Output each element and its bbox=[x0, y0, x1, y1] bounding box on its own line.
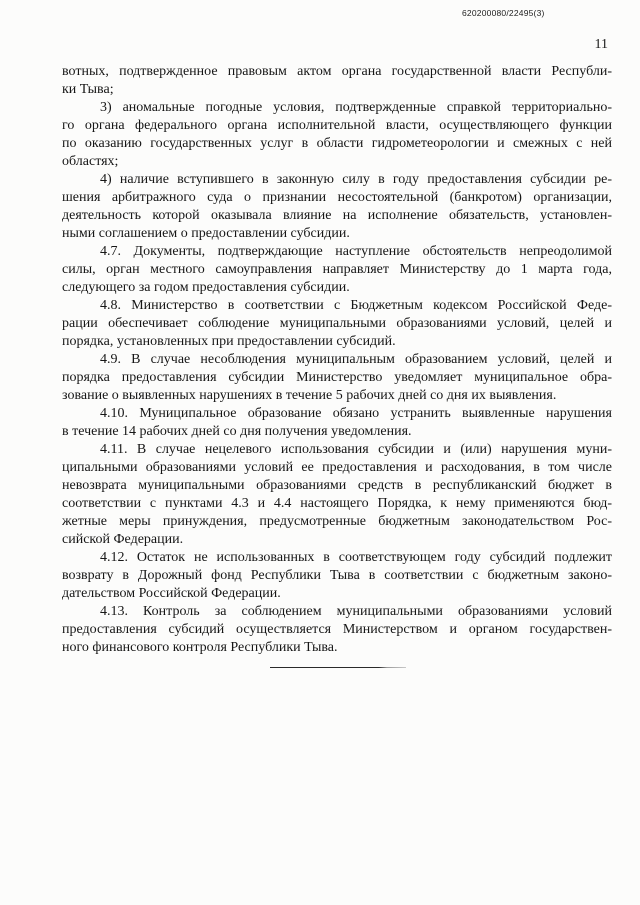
end-of-text-rule bbox=[270, 667, 406, 668]
document-code-stamp: 620200080/22495(3) bbox=[462, 8, 545, 18]
text-line: 4.13. Контроль за соблюдением муниципальными образованиями условий bbox=[100, 604, 612, 619]
text-line: 4.9. В случае несоблюдения муниципальным образованием условий, целей и bbox=[100, 352, 612, 367]
text-line: ными соглашением о предоставлении субсидии. bbox=[62, 226, 350, 241]
text-line: областях; bbox=[62, 154, 119, 169]
text-line: порядка предоставления субсидии Министерство уведомляет муниципальное обра- bbox=[62, 370, 612, 385]
text-line: го органа федерального органа исполнительной власти, осуществляющего функции bbox=[62, 118, 612, 133]
document-body bbox=[62, 63, 612, 657]
text-line: силы, орган местного самоуправления направляет Министерству до 1 марта года, bbox=[62, 262, 612, 277]
text-line: ципальными образованиями условий ее предоставления и расходования, в том числе bbox=[62, 460, 612, 475]
page-number: 11 bbox=[594, 37, 608, 52]
text-line: соответствии с пунктами 4.3 и 4.4 настоящего Порядка, к нему применяются бюд- bbox=[62, 496, 612, 511]
text-line: жетные меры принуждения, предусмотренные бюджетным законодательством Рос- bbox=[62, 514, 612, 529]
paragraph bbox=[62, 351, 612, 405]
text-line: деятельность которой оказывала влияние на исполнение обязательств, установлен- bbox=[62, 208, 612, 223]
text-line: сийской Федерации. bbox=[62, 532, 184, 547]
text-line: дательством Российской Федерации. bbox=[62, 586, 281, 601]
text-line: рации обеспечивает соблюдение муниципальными образованиями условий, целей и bbox=[62, 316, 612, 331]
paragraph bbox=[62, 441, 612, 549]
text-line: ного финансового контроля Республики Тыва. bbox=[62, 640, 338, 655]
paragraph bbox=[62, 549, 612, 603]
text-line: 4.10. Муниципальное образование обязано устранить выявленные нарушения bbox=[100, 406, 612, 421]
paragraph bbox=[62, 243, 612, 297]
text-line: предоставления субсидий осуществляется Министерством и органом государствен- bbox=[62, 622, 612, 637]
text-line: в течение 14 рабочих дней со дня получения уведомления. bbox=[62, 424, 412, 439]
text-line: следующего за годом предоставления субсидии. bbox=[62, 280, 350, 295]
text-line: 4.11. В случае нецелевого использования субсидии и (или) нарушения муни- bbox=[100, 442, 612, 457]
text-line: порядка, установленных при предоставлении субсидий. bbox=[62, 334, 396, 349]
paragraph bbox=[62, 405, 612, 441]
text-line: по оказанию государственных услуг в области гидрометеорологии и смежных с ней bbox=[62, 136, 612, 151]
text-line: невозврата муниципальными образованиями средств в республиканский бюджет в bbox=[62, 478, 612, 493]
paragraph bbox=[62, 63, 612, 99]
text-line: вотных, подтвержденное правовым актом органа государственной власти Республи- bbox=[62, 64, 612, 79]
paragraph bbox=[62, 297, 612, 351]
paragraph bbox=[62, 99, 612, 171]
text-line: зование о выявленных нарушениях в течение 5 рабочих дней со дня их выявления. bbox=[62, 388, 557, 403]
paragraph bbox=[62, 171, 612, 243]
text-line: 3) аномальные погодные условия, подтвержденные справкой территориально- bbox=[100, 100, 612, 115]
text-line: возврату в Дорожный фонд Республики Тыва в соответствии с бюджетным законо- bbox=[62, 568, 612, 583]
text-line: ки Тыва; bbox=[62, 82, 114, 97]
text-line: 4.12. Остаток не использованных в соответствующем году субсидий подлежит bbox=[100, 550, 612, 565]
text-line: шения арбитражного суда о признании несостоятельной (банкротом) организации, bbox=[62, 190, 612, 205]
text-line: 4.7. Документы, подтверждающие наступление обстоятельств непреодолимой bbox=[100, 244, 612, 259]
text-line: 4.8. Министерство в соответствии с Бюджетным кодексом Российской Феде- bbox=[100, 298, 612, 313]
paragraph bbox=[62, 603, 612, 657]
text-line: 4) наличие вступившего в законную силу в году предоставления субсидии ре- bbox=[100, 172, 612, 187]
